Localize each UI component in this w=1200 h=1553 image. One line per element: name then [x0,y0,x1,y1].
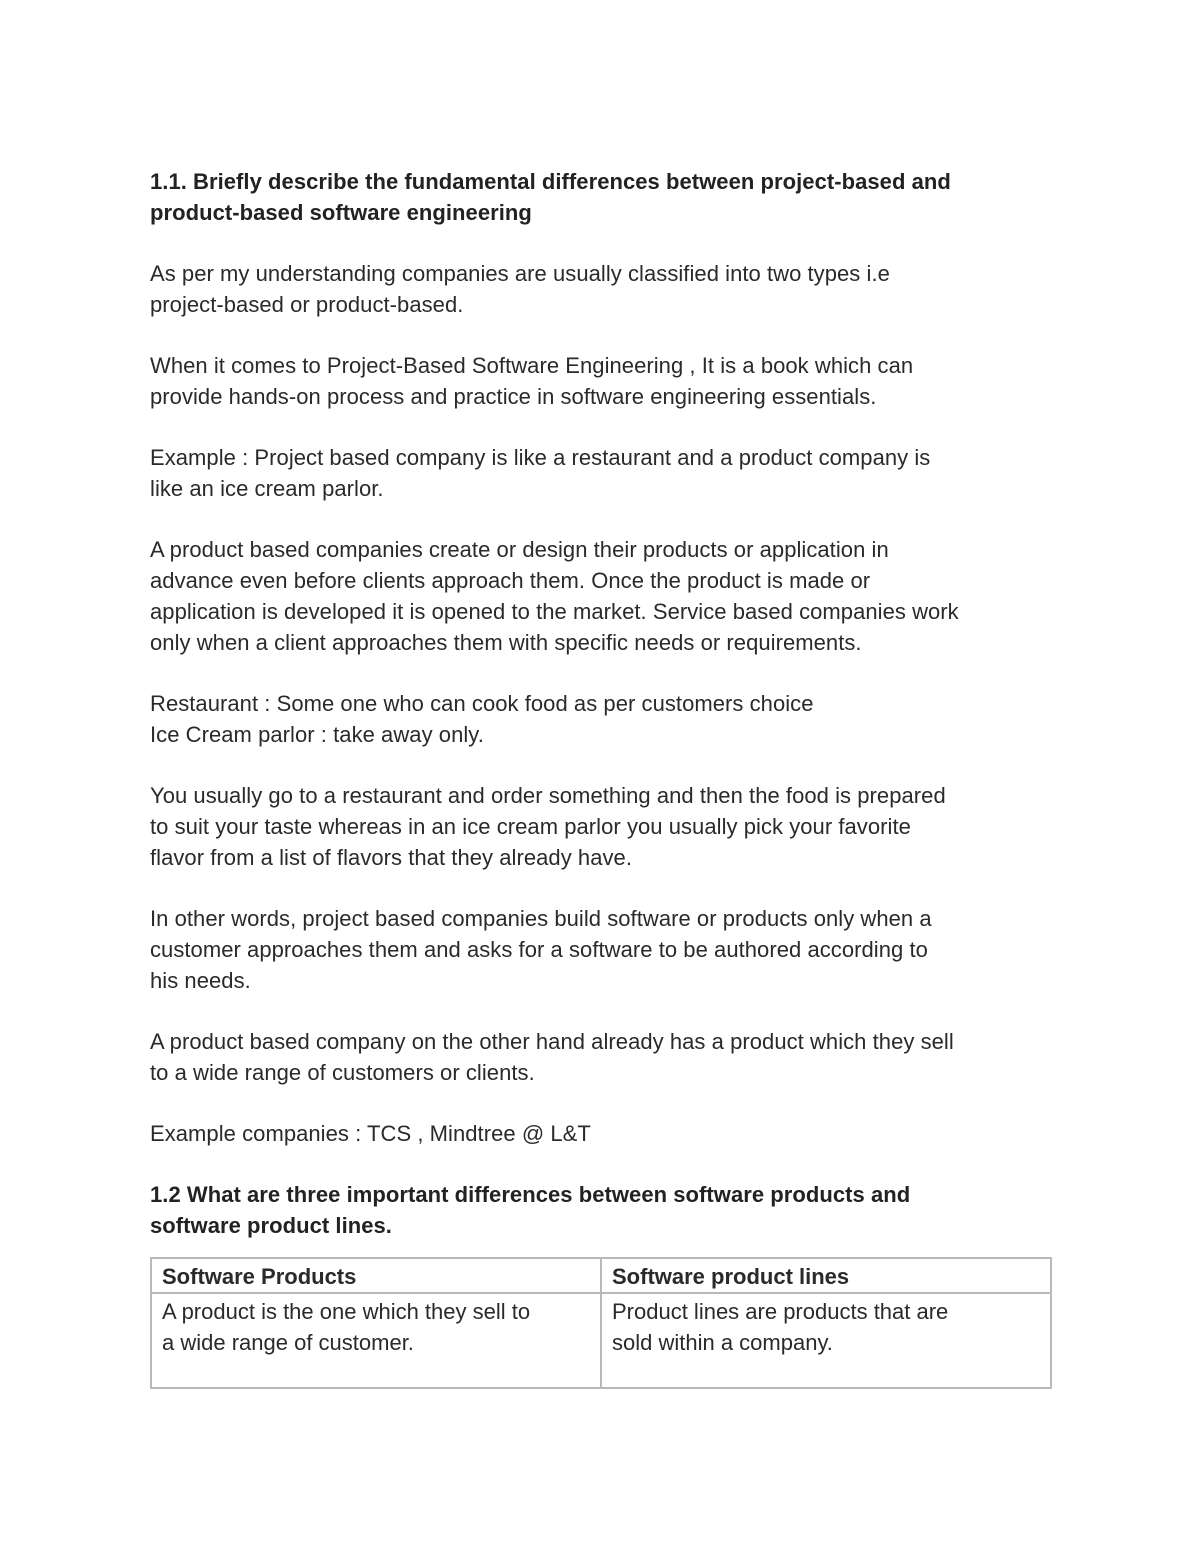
cell-line: Product lines are products that are [612,1299,949,1324]
text-line: customer approaches them and asks for a software to be authored according to [150,937,928,962]
text-line: Restaurant : Some one who can cook food as per customers choice [150,691,814,716]
cell-line: a wide range of customer. [162,1330,414,1355]
paragraph-in-other-words [150,903,1050,996]
paragraph-restaurant-parlor [150,688,1050,750]
text-line: his needs. [150,968,251,993]
heading-line: software product lines. [150,1213,392,1238]
paragraph-example-companies [150,1118,1050,1149]
table-header-cell: Software Products [151,1258,601,1293]
text-line: advance even before clients approach them. Once the product is made or [150,568,871,593]
question-2-heading [150,1179,1050,1241]
table-header-row [151,1258,1051,1293]
text-line: A product based companies create or design their products or application in [150,537,889,562]
comparison-table [150,1257,1052,1389]
text-line: only when a client approaches them with specific needs or requirements. [150,630,862,655]
paragraph-classification [150,258,1050,320]
paragraph-example [150,442,1050,504]
text-line: A product based company on the other hand already has a product which they sell [150,1029,954,1054]
text-line: In other words, project based companies build software or products only when a [150,906,932,931]
question-1-heading [150,166,1050,228]
text-line: flavor from a list of flavors that they already have. [150,845,632,870]
heading-line: 1.2 What are three important differences between software products and [150,1182,911,1207]
paragraph-project-based [150,350,1050,412]
paragraph-product-based [150,534,1050,658]
text-line: project-based or product-based. [150,292,464,317]
table-header-cell: Software product lines [601,1258,1051,1293]
document-page [150,166,1050,1389]
text-line: You usually go to a restaurant and order something and then the food is prepared [150,783,946,808]
table-row [151,1293,1051,1388]
heading-line: 1.1. Briefly describe the fundamental differences between project-based and [150,169,951,194]
paragraph-product-company [150,1026,1050,1088]
text-line: As per my understanding companies are usually classified into two types i.e [150,261,890,286]
text-line: provide hands-on process and practice in software engineering essentials. [150,384,877,409]
text-line: application is developed it is opened to the market. Service based companies work [150,599,959,624]
text-line: to a wide range of customers or clients. [150,1060,535,1085]
table-cell [601,1293,1051,1388]
paragraph-analogy [150,780,1050,873]
text-line: to suit your taste whereas in an ice cream parlor you usually pick your favorite [150,814,911,839]
cell-line: A product is the one which they sell to [162,1299,531,1324]
text-line: Example : Project based company is like a restaurant and a product company is [150,445,931,470]
table-cell [151,1293,601,1388]
text-line: like an ice cream parlor. [150,476,384,501]
heading-line: product-based software engineering [150,200,532,225]
text-line: When it comes to Project-Based Software Engineering , It is a book which can [150,353,914,378]
text-line: Ice Cream parlor : take away only. [150,722,484,747]
text-line: Example companies : TCS , Mindtree @ L&T [150,1121,591,1146]
cell-line: sold within a company. [612,1330,833,1355]
